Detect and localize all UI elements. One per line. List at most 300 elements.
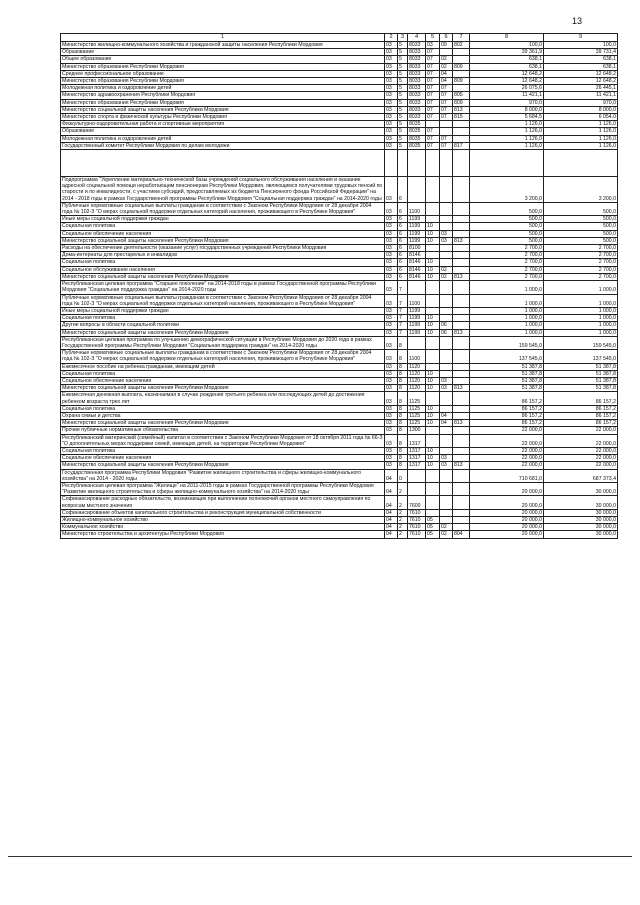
amount-year-1: 86 157,2	[470, 392, 544, 405]
row-name: Образование	[61, 128, 385, 135]
column-header-1: 1	[61, 34, 385, 42]
code-article: 1199	[408, 216, 426, 223]
code-section	[426, 509, 440, 516]
code-program: 03	[385, 315, 398, 322]
code-program: 03	[385, 281, 398, 294]
code-subsection	[440, 121, 453, 128]
table-row	[61, 223, 618, 230]
row-name: Софинансирование расходных обязательств, возникающих при выполнении полномочий органов местного самоуправления по вопросам местного значения	[61, 496, 385, 509]
code-program: 04	[385, 524, 398, 531]
code-subsection	[440, 307, 453, 314]
code-article: 1199	[408, 223, 426, 230]
code-ministry	[453, 259, 470, 266]
amount-year-1: 1 000,0	[470, 281, 544, 294]
code-article: 8033	[408, 42, 426, 49]
code-program: 04	[385, 509, 398, 516]
amount-year-1: 638,1	[470, 63, 544, 70]
code-ministry: 805	[453, 92, 470, 99]
code-ministry	[453, 363, 470, 370]
code-article	[408, 150, 426, 177]
table-row	[61, 315, 618, 322]
amount-year-2: 1 000,0	[544, 329, 618, 336]
code-subsection: 02	[440, 524, 453, 531]
code-subprogram: 8	[398, 447, 408, 454]
amount-year-1: 20 000,0	[470, 517, 544, 524]
amount-year-2: 500,0	[544, 223, 618, 230]
code-section: 10	[426, 447, 440, 454]
code-subsection: 04	[440, 420, 453, 427]
code-subsection: 02	[440, 63, 453, 70]
code-article: 8033	[408, 99, 426, 106]
amount-year-2: 137 545,0	[544, 350, 618, 363]
code-article: 1317	[408, 455, 426, 462]
table-row	[61, 85, 618, 92]
amount-year-1: 710 681,0	[470, 469, 544, 482]
row-name: Министерство образования Республики Мордовия	[61, 78, 385, 85]
code-section: 10	[426, 315, 440, 322]
code-program: 03	[385, 392, 398, 405]
table-row	[61, 385, 618, 392]
code-section	[426, 281, 440, 294]
row-name: Республиканская целевая программа по улучшению демографической ситуации в Республике Мордовия до 2020 года в рамках Государственной программы Республики Мордовия "Социальная поддержка граждан" на 2014-2020 годы	[61, 336, 385, 349]
amount-year-1: 20 000,0	[470, 496, 544, 509]
code-section: 07	[426, 135, 440, 142]
code-program: 03	[385, 237, 398, 244]
amount-year-2: 6 054,0	[544, 114, 618, 121]
amount-year-2: 2 700,0	[544, 266, 618, 273]
code-article: 8033	[408, 85, 426, 92]
code-article: 1125	[408, 405, 426, 412]
amount-year-1: 11 421,1	[470, 92, 544, 99]
table-row	[61, 524, 618, 531]
code-ministry: 809	[453, 78, 470, 85]
row-name: Министерство образования Республики Мордовия	[61, 63, 385, 70]
code-program: 03	[385, 230, 398, 237]
code-subsection	[440, 336, 453, 349]
code-subsection: 07	[440, 114, 453, 121]
table-row	[61, 63, 618, 70]
code-ministry	[453, 412, 470, 419]
table-row	[61, 434, 618, 447]
row-name: Иные меры социальной поддержки граждан	[61, 216, 385, 223]
code-section: 10	[426, 259, 440, 266]
table-row	[61, 92, 618, 99]
row-name: Подпрограмма "Укрепление материально-технической базы учреждений социального обслуживания населения и оказание адресной социальной помощи неработающим пенсионерам Республики Мордовия, являющимся получателями трудовых пенсий по старости и по инвалидности, с участием субсидий, предоставляемых из бюджета Пенсионного фонда Российской Федерации" на 2014 - 2018 годы в рамках Государственной программы Республики Мордовия "Социальная поддержка граждан" на 2014-2020 годы	[61, 177, 385, 203]
code-subprogram: 8	[398, 377, 408, 384]
code-program: 03	[385, 427, 398, 434]
code-section: 10	[426, 385, 440, 392]
row-name: Образование	[61, 49, 385, 56]
amount-year-1	[470, 150, 544, 177]
code-section	[426, 350, 440, 363]
amount-year-1: 22 000,0	[470, 434, 544, 447]
code-article: 8033	[408, 63, 426, 70]
row-name: Министерство социальной защиты населения Республики Мордовия	[61, 273, 385, 280]
code-program: 03	[385, 49, 398, 56]
amount-year-1: 500,0	[470, 216, 544, 223]
code-article: 1125	[408, 412, 426, 419]
row-name: Министерство социальной защиты населения Республики Мордовия	[61, 462, 385, 469]
code-section: 10	[426, 329, 440, 336]
code-subprogram: 7	[398, 315, 408, 322]
page-bottom-divider	[8, 856, 632, 857]
code-section	[426, 434, 440, 447]
code-article: 1317	[408, 434, 426, 447]
amount-year-2: 970,0	[544, 99, 618, 106]
row-name: Министерство строительства и архитектуры Республики Мордовия	[61, 531, 385, 538]
code-program: 03	[385, 447, 398, 454]
amount-year-1: 86 157,2	[470, 405, 544, 412]
amount-year-1: 1 126,0	[470, 121, 544, 128]
amount-year-1: 20 000,0	[470, 531, 544, 538]
code-subprogram: 5	[398, 63, 408, 70]
code-section: 07	[426, 99, 440, 106]
code-section: 07	[426, 92, 440, 99]
amount-year-1: 2 700,0	[470, 259, 544, 266]
code-subprogram: 7	[398, 322, 408, 329]
code-ministry: 813	[453, 273, 470, 280]
row-name: Ежемесячное пособие на ребенка гражданам, имеющим детей	[61, 363, 385, 370]
code-article: 8146	[408, 252, 426, 259]
code-ministry	[453, 482, 470, 495]
row-name: Публичные нормативные социальные выплаты гражданам в соответствии с Законом Республики Мордовия от 28 декабря 2004 года № 102-З "О мерах социальной поддержки отдельных категорий населения, проживающего в Республике Мордовия"	[61, 350, 385, 363]
code-section	[426, 469, 440, 482]
code-section: 10	[426, 237, 440, 244]
code-section	[426, 392, 440, 405]
code-subsection	[440, 350, 453, 363]
row-name: Министерство социальной защиты населения Республики Мордовия	[61, 237, 385, 244]
row-name: Социальная политика	[61, 405, 385, 412]
amount-year-1: 20 000,0	[470, 482, 544, 495]
table-row	[61, 70, 618, 77]
code-subsection: 03	[440, 455, 453, 462]
code-subprogram: 5	[398, 106, 408, 113]
code-article: 7610	[408, 509, 426, 516]
code-section: 10	[426, 405, 440, 412]
code-subprogram: 8	[398, 427, 408, 434]
code-ministry: 809	[453, 99, 470, 106]
column-header-8: 8	[470, 34, 544, 42]
table-row	[61, 135, 618, 142]
code-article: 7600	[408, 496, 426, 509]
code-program: 03	[385, 121, 398, 128]
code-subprogram: 8	[398, 392, 408, 405]
code-program: 03	[385, 135, 398, 142]
code-section: 07	[426, 85, 440, 92]
code-subprogram: 7	[398, 307, 408, 314]
amount-year-1: 137 545,0	[470, 350, 544, 363]
code-subsection	[440, 434, 453, 447]
code-section: 10	[426, 370, 440, 377]
amount-year-2: 22 000,0	[544, 434, 618, 447]
code-ministry	[453, 177, 470, 203]
code-subprogram: 7	[398, 294, 408, 307]
code-section: 07	[426, 70, 440, 77]
amount-year-2: 51 387,8	[544, 385, 618, 392]
code-article: 8033	[408, 92, 426, 99]
code-ministry	[453, 281, 470, 294]
amount-year-2: 39 731,4	[544, 49, 618, 56]
code-section: 10	[426, 322, 440, 329]
code-ministry	[453, 230, 470, 237]
amount-year-2: 86 157,2	[544, 412, 618, 419]
amount-year-2: 500,0	[544, 202, 618, 215]
amount-year-2: 12 648,2	[544, 78, 618, 85]
amount-year-1: 500,0	[470, 237, 544, 244]
code-article: 8146	[408, 259, 426, 266]
code-subsection: 02	[440, 56, 453, 63]
code-section: 07	[426, 114, 440, 121]
row-name: Молодежная политика и оздоровление детей	[61, 85, 385, 92]
amount-year-1: 86 157,2	[470, 420, 544, 427]
code-subprogram: 6	[398, 202, 408, 215]
amount-year-1: 39 361,9	[470, 49, 544, 56]
row-name: Социальная политика	[61, 259, 385, 266]
code-subsection	[440, 509, 453, 516]
code-program: 03	[385, 273, 398, 280]
code-subsection	[440, 216, 453, 223]
code-section: 07	[426, 56, 440, 63]
table-header	[61, 34, 618, 42]
code-article	[408, 281, 426, 294]
code-program: 03	[385, 307, 398, 314]
table-row	[61, 121, 618, 128]
code-section	[426, 216, 440, 223]
code-subprogram: 6	[398, 237, 408, 244]
amount-year-2: 3 200,0	[544, 177, 618, 203]
code-subprogram: 7	[398, 281, 408, 294]
code-article: 1300	[408, 427, 426, 434]
code-subsection	[440, 392, 453, 405]
code-subsection: 02	[440, 266, 453, 273]
code-program: 03	[385, 462, 398, 469]
code-program: 03	[385, 142, 398, 149]
amount-year-2: 100,0	[544, 42, 618, 49]
row-name: Охрана семьи и детства	[61, 412, 385, 419]
code-ministry	[453, 135, 470, 142]
code-article: 8035	[408, 121, 426, 128]
code-program: 03	[385, 202, 398, 215]
code-ministry	[453, 509, 470, 516]
code-subprogram: 6	[398, 230, 408, 237]
amount-year-1: 22 000,0	[470, 447, 544, 454]
code-ministry	[453, 315, 470, 322]
code-subprogram: 8	[398, 434, 408, 447]
code-article: 1199	[408, 230, 426, 237]
code-article: 8033	[408, 106, 426, 113]
code-subsection	[440, 281, 453, 294]
code-subsection	[440, 259, 453, 266]
code-section: 10	[426, 412, 440, 419]
code-subsection	[440, 49, 453, 56]
row-name: Министерство здравоохранения Республики Мордовия	[61, 92, 385, 99]
code-section	[426, 294, 440, 307]
code-subprogram: 5	[398, 114, 408, 121]
code-section	[426, 496, 440, 509]
code-subsection: 04	[440, 70, 453, 77]
code-ministry	[453, 496, 470, 509]
code-ministry	[453, 350, 470, 363]
code-subprogram: 6	[398, 223, 408, 230]
code-section: 10	[426, 377, 440, 384]
amount-year-1: 500,0	[470, 202, 544, 215]
code-article: 1125	[408, 392, 426, 405]
table-row	[61, 482, 618, 495]
code-program: 03	[385, 322, 398, 329]
table-row	[61, 230, 618, 237]
amount-year-2: 8 000,0	[544, 106, 618, 113]
table-row	[61, 462, 618, 469]
code-subprogram: 8	[398, 420, 408, 427]
row-name: Молодежная политика и оздоровление детей	[61, 135, 385, 142]
code-program: 03	[385, 252, 398, 259]
table-body	[61, 42, 618, 539]
amount-year-1: 22 000,0	[470, 455, 544, 462]
code-article: 8035	[408, 142, 426, 149]
code-ministry	[453, 307, 470, 314]
code-subprogram: 6	[398, 245, 408, 252]
code-ministry: 813	[453, 329, 470, 336]
code-program: 03	[385, 259, 398, 266]
column-header-9: 9	[544, 34, 618, 42]
code-article	[408, 177, 426, 203]
amount-year-2: 30 000,0	[544, 482, 618, 495]
code-article: 7610	[408, 517, 426, 524]
code-subsection	[440, 150, 453, 177]
code-program: 03	[385, 294, 398, 307]
code-ministry: 815	[453, 114, 470, 121]
table-row	[61, 427, 618, 434]
amount-year-2	[544, 150, 618, 177]
row-name: Социальная политика	[61, 315, 385, 322]
code-ministry	[453, 336, 470, 349]
code-section: 10	[426, 455, 440, 462]
amount-year-2: 22 000,0	[544, 427, 618, 434]
code-section: 07	[426, 49, 440, 56]
table-row	[61, 177, 618, 203]
table-row	[61, 377, 618, 384]
amount-year-2: 500,0	[544, 216, 618, 223]
code-section	[426, 121, 440, 128]
code-article: 8033	[408, 49, 426, 56]
code-section	[426, 150, 440, 177]
code-ministry	[453, 245, 470, 252]
code-subprogram: 8	[398, 370, 408, 377]
code-subsection: 06	[440, 329, 453, 336]
code-ministry: 804	[453, 531, 470, 538]
table-row	[61, 329, 618, 336]
code-program: 03	[385, 177, 398, 203]
code-subsection: 07	[440, 99, 453, 106]
code-subprogram: 6	[398, 266, 408, 273]
table-row	[61, 517, 618, 524]
code-subprogram: 8	[398, 462, 408, 469]
code-subprogram: 8	[398, 350, 408, 363]
code-article: 1100	[408, 294, 426, 307]
code-section: 10	[426, 420, 440, 427]
column-header-5: 5	[426, 34, 440, 42]
code-ministry	[453, 434, 470, 447]
amount-year-1: 26 075,6	[470, 85, 544, 92]
amount-year-2: 86 157,2	[544, 392, 618, 405]
code-section	[426, 245, 440, 252]
code-subsection: 03	[440, 377, 453, 384]
code-program: 03	[385, 350, 398, 363]
table-row	[61, 370, 618, 377]
amount-year-2: 2 700,0	[544, 273, 618, 280]
code-subprogram: 5	[398, 142, 408, 149]
code-subsection	[440, 517, 453, 524]
row-name: Министерство социальной защиты населения Республики Мордовия	[61, 420, 385, 427]
table-row	[61, 392, 618, 405]
code-ministry	[453, 405, 470, 412]
code-ministry	[453, 294, 470, 307]
code-article: 8146	[408, 266, 426, 273]
row-name: Публичные нормативные социальные выплаты гражданам в соответствии с Законом Республики Мордовия от 28 декабря 2004 года № 102-З "О мерах социальной поддержки отдельных категорий населения, проживающего в Республике Мордовия"	[61, 294, 385, 307]
amount-year-1: 1 000,0	[470, 294, 544, 307]
code-subprogram: 5	[398, 135, 408, 142]
code-ministry	[453, 322, 470, 329]
code-article: 8035	[408, 135, 426, 142]
code-subprogram: 6	[398, 259, 408, 266]
row-name: Общее образование	[61, 56, 385, 63]
code-subprogram: 5	[398, 85, 408, 92]
code-article: 7610	[408, 524, 426, 531]
amount-year-1: 51 387,8	[470, 370, 544, 377]
amount-year-1: 2 700,0	[470, 245, 544, 252]
row-name: Министерство образования Республики Мордовия	[61, 99, 385, 106]
row-name: Государственная программа Республики Мордовия "Развитие жилищного строительства и сферы жилищно-коммунального хозяйства" на 2014 - 2020 годы	[61, 469, 385, 482]
code-section	[426, 427, 440, 434]
amount-year-1: 20 000,0	[470, 524, 544, 531]
row-name: Социальное обеспечение населения	[61, 230, 385, 237]
code-subprogram: 5	[398, 70, 408, 77]
code-ministry	[453, 447, 470, 454]
code-section: 05	[426, 517, 440, 524]
code-program: 04	[385, 496, 398, 509]
code-article: 1199	[408, 237, 426, 244]
amount-year-2: 22 000,0	[544, 462, 618, 469]
code-subprogram: 5	[398, 128, 408, 135]
row-name: Коммунальное хозяйство	[61, 524, 385, 531]
code-subsection: 03	[440, 385, 453, 392]
code-ministry	[453, 49, 470, 56]
code-subsection: 02	[440, 531, 453, 538]
code-program: 03	[385, 106, 398, 113]
row-name: Министерство спорта и физической культуры Республики Мордовия	[61, 114, 385, 121]
amount-year-2: 159 545,0	[544, 336, 618, 349]
code-subsection: 07	[440, 92, 453, 99]
code-ministry: 813	[453, 106, 470, 113]
amount-year-2: 30 000,0	[544, 524, 618, 531]
code-subprogram: 8	[398, 363, 408, 370]
amount-year-2: 1 000,0	[544, 315, 618, 322]
code-program: 03	[385, 128, 398, 135]
table-row	[61, 142, 618, 149]
code-ministry: 813	[453, 462, 470, 469]
code-program: 03	[385, 405, 398, 412]
code-ministry	[453, 370, 470, 377]
table-row	[61, 42, 618, 49]
amount-year-2: 30 000,0	[544, 517, 618, 524]
code-ministry	[453, 150, 470, 177]
table-row	[61, 128, 618, 135]
code-subsection: 03	[440, 230, 453, 237]
table-row	[61, 56, 618, 63]
amount-year-1: 22 000,0	[470, 462, 544, 469]
code-section: 05	[426, 531, 440, 538]
amount-year-2: 51 387,8	[544, 363, 618, 370]
